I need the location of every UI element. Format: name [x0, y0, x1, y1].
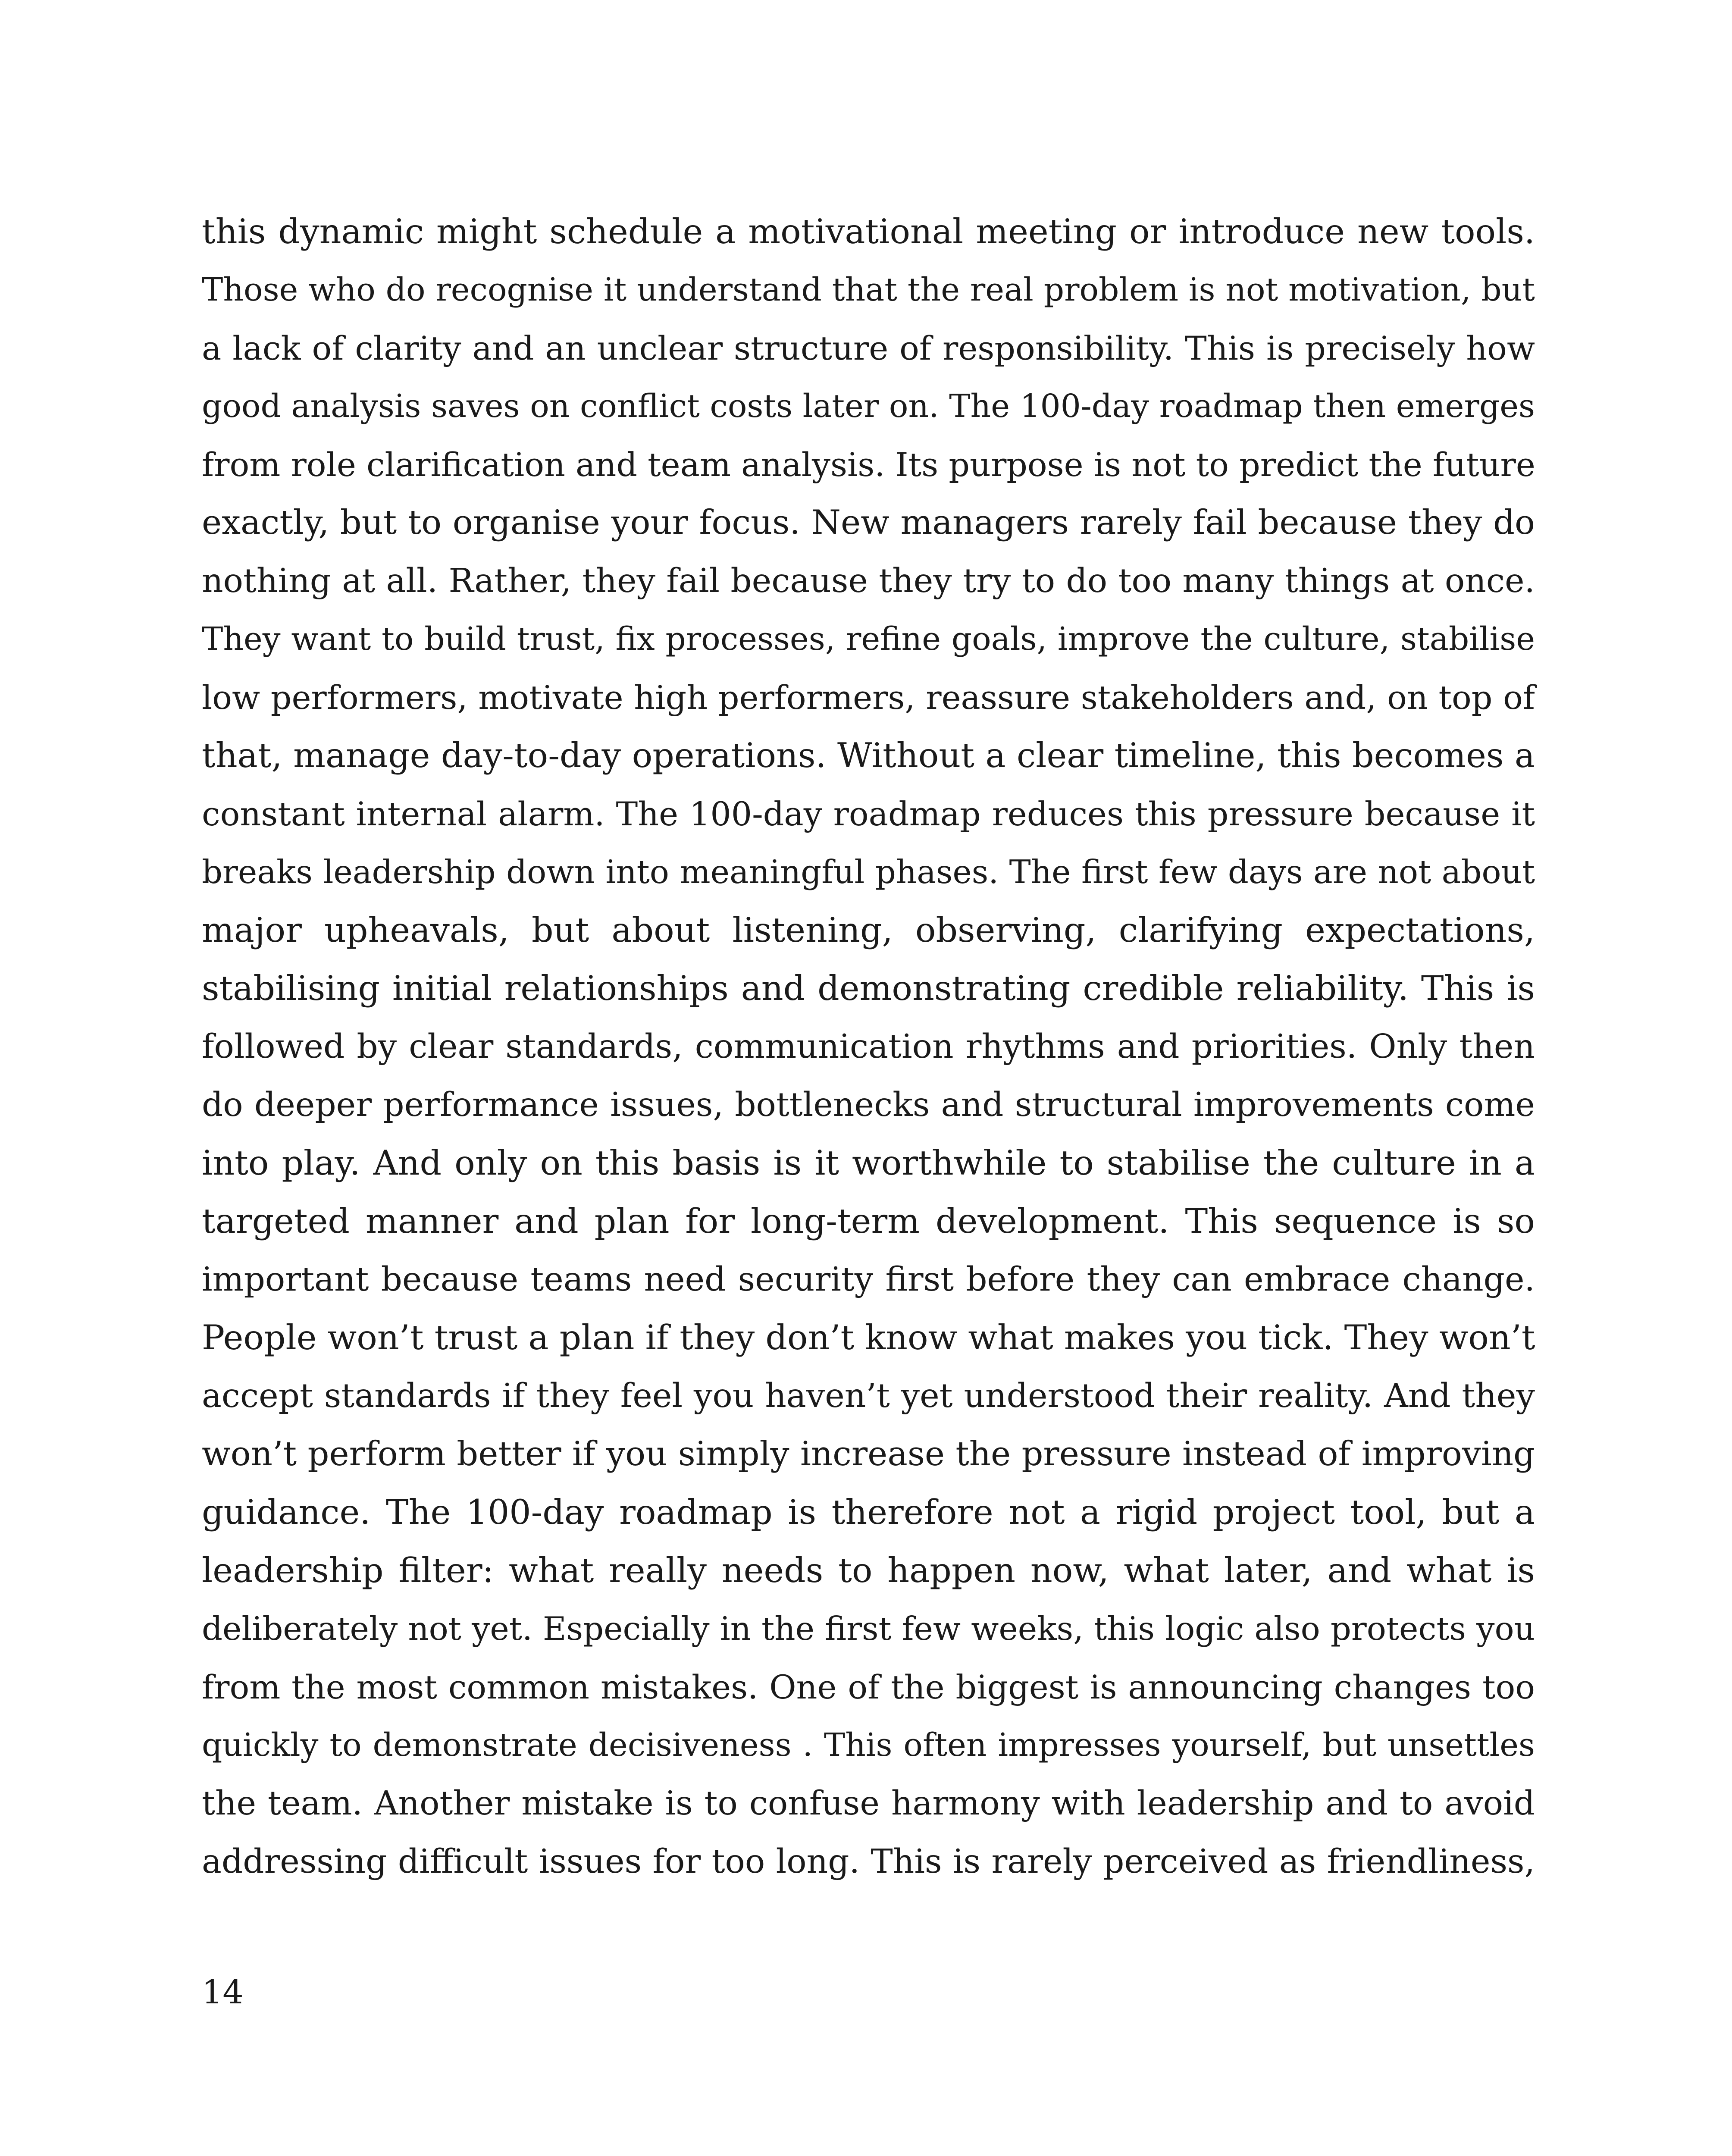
- text-line: addressing difficult issues for too long. This is rarely perceived as friendliness,: [202, 1843, 1535, 1881]
- text-line: major upheavals, but about listening, observing, clarifying expectations,: [202, 910, 1535, 950]
- text-line: breaks leadership down into meaningful phases. The first few days are not about: [202, 853, 1535, 891]
- text-line: from the most common mistakes. One of the biggest is announcing changes too: [202, 1668, 1535, 1706]
- body-paragraph: [202, 203, 1535, 1891]
- text-line: a lack of clarity and an unclear structure of responsibility. This is precisely how: [202, 329, 1535, 367]
- text-line: guidance. The 100-day roadmap is therefore not a rigid project tool, but a: [202, 1492, 1535, 1532]
- text-line: good analysis saves on conflict costs later on. The 100-day roadmap then emerges: [202, 388, 1535, 425]
- text-line: nothing at all. Rather, they fail because they try to do too many things at once.: [202, 562, 1535, 600]
- text-line: followed by clear standards, communication rhythms and priorities. Only then: [202, 1028, 1535, 1066]
- page-number: 14: [202, 1973, 244, 2011]
- text-line: exactly, but to organise your focus. New managers rarely fail because they do: [202, 503, 1535, 542]
- text-line: accept standards if they feel you haven’t yet understood their reality. And they: [202, 1377, 1535, 1415]
- text-line: into play. And only on this basis is it worthwhile to stabilise the culture in a: [202, 1143, 1535, 1183]
- text-line: that, manage day-to-day operations. Without a clear timeline, this becomes a: [202, 736, 1535, 775]
- text-line: They want to build trust, fix processes, refine goals, improve the culture, stabilise: [202, 620, 1535, 658]
- text-line: People won’t trust a plan if they don’t know what makes you tick. They won’t: [202, 1318, 1535, 1357]
- text-line: quickly to demonstrate decisiveness . This often impresses yourself, but unsettles: [202, 1727, 1535, 1764]
- text-line: this dynamic might schedule a motivational meeting or introduce new tools.: [202, 212, 1535, 251]
- text-line: the team. Another mistake is to confuse harmony with leadership and to avoid: [202, 1784, 1535, 1823]
- text-line: do deeper performance issues, bottlenecks and structural improvements come: [202, 1086, 1535, 1124]
- text-line: targeted manner and plan for long-term development. This sequence is so: [202, 1201, 1535, 1241]
- text-line: important because teams need security first before they can embrace change.: [202, 1260, 1535, 1299]
- text-line: low performers, motivate high performers, reassure stakeholders and, on top of: [202, 678, 1535, 717]
- text-line: Those who do recognise it understand that the real problem is not motivation, but: [202, 271, 1535, 308]
- text-line: constant internal alarm. The 100-day roadmap reduces this pressure because it: [202, 795, 1535, 833]
- text-line: deliberately not yet. Especially in the first few weeks, this logic also protects you: [202, 1610, 1535, 1648]
- text-line: leadership filter: what really needs to happen now, what later, and what is: [202, 1551, 1535, 1590]
- text-line: stabilising initial relationships and demonstrating credible reliability. This is: [202, 968, 1535, 1008]
- text-line: won’t perform better if you simply increase the pressure instead of improving: [202, 1435, 1535, 1473]
- text-line: from role clarification and team analysis. Its purpose is not to predict the future: [202, 445, 1535, 484]
